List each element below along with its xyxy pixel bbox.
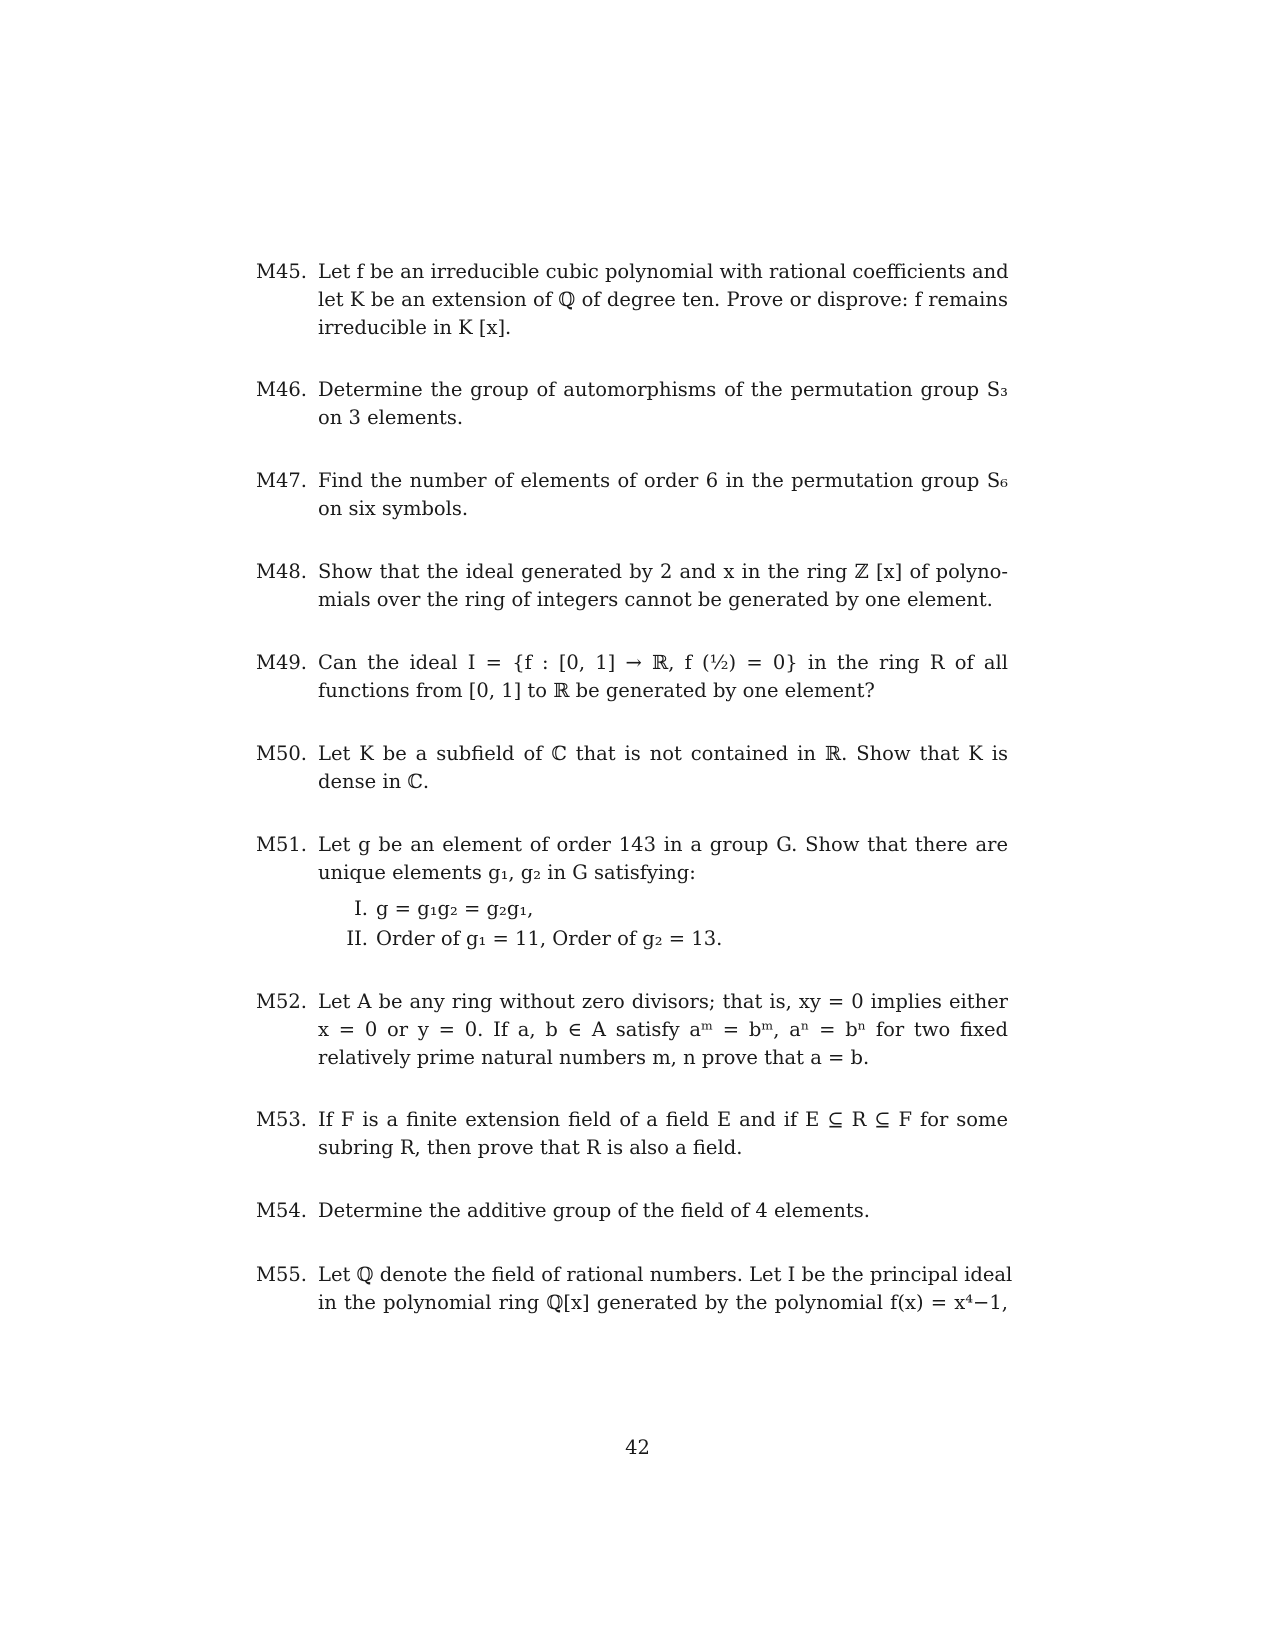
problem-label: M54. <box>256 1199 307 1222</box>
problem-text-line: Let g be an element of order 143 in a group G. Show that there are <box>318 833 1008 856</box>
condition-text: g = g₁g₂ = g₂g₁, <box>376 897 534 920</box>
condition-text: Order of g₁ = 11, Order of g₂ = 13. <box>376 927 723 950</box>
problem-m45 <box>256 258 1008 342</box>
problem-text-line: If F is a finite extension field of a field E and if E ⊆ R ⊆ F for some <box>318 1108 1008 1131</box>
condition-item <box>332 925 1008 955</box>
problem-text-line: irreducible in K [x]. <box>318 316 512 339</box>
problem-label: M51. <box>256 833 307 856</box>
problem-label: M45. <box>256 260 307 283</box>
problem-text-line: mials over the ring of integers cannot be generated by one element. <box>318 588 993 611</box>
problem-text-line: on six symbols. <box>318 497 469 520</box>
condition-item <box>332 895 1008 925</box>
problem-m49 <box>256 649 1008 705</box>
problem-label: M47. <box>256 469 307 492</box>
problem-text-line: subring R, then prove that R is also a field. <box>318 1136 743 1159</box>
problem-m47 <box>256 467 1008 523</box>
problem-m55 <box>256 1261 1013 1317</box>
problem-label: M55. <box>256 1263 307 1286</box>
problem-m48 <box>256 558 1008 614</box>
condition-number: I. <box>354 897 368 920</box>
problem-label: M48. <box>256 560 307 583</box>
problem-text-line: Determine the additive group of the field of 4 elements. <box>318 1199 870 1222</box>
problem-text-line: dense in ℂ. <box>318 770 430 793</box>
problem-text-line: Can the ideal I = {f : [0, 1] → ℝ, f (½) = 0} in the ring R of all <box>318 651 1008 674</box>
problem-m54 <box>256 1197 1008 1225</box>
condition-number: II. <box>346 927 368 950</box>
condition-list <box>332 895 1008 955</box>
problem-text-line: Let ℚ denote the field of rational numbers. Let I be the principal ideal <box>318 1263 1013 1286</box>
problem-text-line: let K be an extension of ℚ of degree ten. Prove or disprove: f remains <box>318 288 1008 311</box>
problem-text-line: functions from [0, 1] to ℝ be generated by one element? <box>318 679 875 702</box>
problem-text-line: in the polynomial ring ℚ[x] generated by the polynomial f(x) = x⁴−1, <box>318 1291 1008 1314</box>
problem-m46 <box>256 376 1008 432</box>
problem-label: M50. <box>256 742 307 765</box>
problem-text-line: x = 0 or y = 0. If a, b ∈ A satisfy aᵐ = bᵐ, aⁿ = bⁿ for two fixed <box>318 1018 1008 1041</box>
problem-text-line: Determine the group of automorphisms of the permutation group S₃ <box>318 378 1008 401</box>
problem-label: M53. <box>256 1108 307 1131</box>
problem-text-line: on 3 elements. <box>318 406 464 429</box>
problem-text-line: Let f be an irreducible cubic polynomial with rational coefficients and <box>318 260 1009 283</box>
problem-text-line: unique elements g₁, g₂ in G satisfying: <box>318 861 696 884</box>
page-number: 42 <box>625 1436 650 1459</box>
problem-m53 <box>256 1106 1008 1162</box>
problem-m50 <box>256 740 1008 796</box>
problem-m52 <box>256 988 1008 1072</box>
problem-text-line: Find the number of elements of order 6 in the permutation group S₆ <box>318 469 1008 492</box>
problem-label: M52. <box>256 990 307 1013</box>
problem-label: M49. <box>256 651 307 674</box>
problem-label: M46. <box>256 378 307 401</box>
problem-text-line: Let A be any ring without zero divisors; that is, xy = 0 implies either <box>318 990 1008 1013</box>
problem-text-line: Let K be a subfield of ℂ that is not contained in ℝ. Show that K is <box>318 742 1008 765</box>
problem-m51 <box>256 831 1008 955</box>
problem-text-line: relatively prime natural numbers m, n prove that a = b. <box>318 1046 870 1069</box>
problem-text-line: Show that the ideal generated by 2 and x in the ring ℤ [x] of polyno- <box>318 560 1008 583</box>
